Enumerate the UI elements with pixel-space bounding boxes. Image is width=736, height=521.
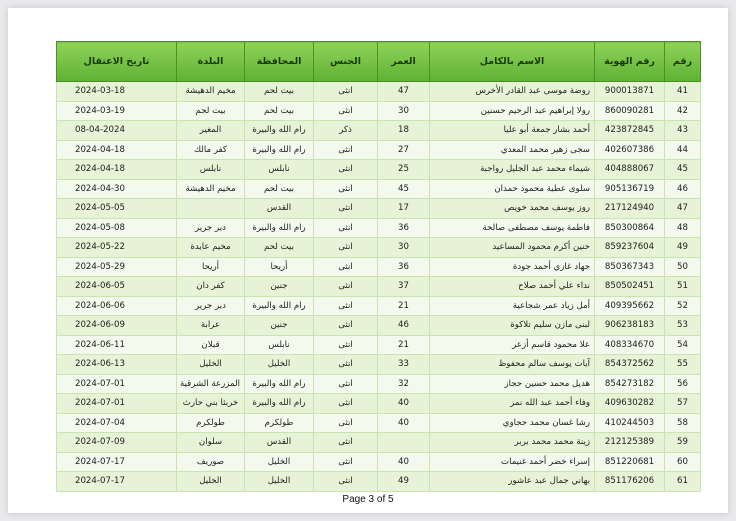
cell-date: 2024-05-05 (57, 199, 177, 219)
cell-num: 48 (665, 218, 701, 238)
cell-governorate: رام الله والبيرة (245, 218, 314, 238)
cell-id: 402607386 (595, 140, 665, 160)
cell-gender: انثى (314, 374, 378, 394)
cell-town: الخليل (177, 472, 245, 492)
cell-age: 21 (378, 335, 430, 355)
cell-gender: انثى (314, 160, 378, 180)
cell-gender: انثى (314, 335, 378, 355)
cell-gender: انثى (314, 355, 378, 375)
cell-name: أحمد بشار جمعة أبو عليا (430, 121, 595, 141)
cell-date: 2024-06-09 (57, 316, 177, 336)
cell-date: 2024-07-01 (57, 394, 177, 414)
cell-governorate: الخليل (245, 355, 314, 375)
cell-gender: انثى (314, 433, 378, 453)
cell-town: دير جرير (177, 218, 245, 238)
table-row (57, 394, 701, 414)
cell-id: 859237604 (595, 238, 665, 258)
cell-id: 850367343 (595, 257, 665, 277)
cell-town: نابلس (177, 160, 245, 180)
cell-date: 2024-05-08 (57, 218, 177, 238)
cell-town: مخيم الدهيشة (177, 82, 245, 102)
cell-name: هديل محمد حسين حجاز (430, 374, 595, 394)
cell-governorate: القدس (245, 199, 314, 219)
cell-date: 2024-04-18 (57, 140, 177, 160)
cell-governorate: بيت لحم (245, 238, 314, 258)
cell-date: 2024-05-29 (57, 257, 177, 277)
cell-date: 2024-06-13 (57, 355, 177, 375)
cell-age: 40 (378, 394, 430, 414)
cell-town: عرابة (177, 316, 245, 336)
cell-num: 59 (665, 433, 701, 453)
cell-name: إسراء خضر أحمد غنيمات (430, 452, 595, 472)
cell-date: 2024-06-11 (57, 335, 177, 355)
cell-id: 851176206 (595, 472, 665, 492)
cell-name: حنين أكرم محمود المساعيد (430, 238, 595, 258)
header-name: الاسم بالكامل (430, 42, 595, 82)
cell-name: آيات يوسف سالم محفوظ (430, 355, 595, 375)
cell-name: رولا إبراهيم عبد الرحيم حسنين (430, 101, 595, 121)
cell-governorate: نابلس (245, 335, 314, 355)
cell-governorate: نابلس (245, 160, 314, 180)
cell-id: 850300864 (595, 218, 665, 238)
cell-governorate: الخليل (245, 452, 314, 472)
cell-num: 53 (665, 316, 701, 336)
cell-date: 2024-04-30 (57, 179, 177, 199)
cell-id: 906238183 (595, 316, 665, 336)
page-number: Page 3 of 5 (342, 494, 394, 505)
cell-age: 49 (378, 472, 430, 492)
cell-name: سلوى عطية محمود حمدان (430, 179, 595, 199)
cell-num: 49 (665, 238, 701, 258)
cell-id: 854273182 (595, 374, 665, 394)
cell-date: 2024-07-17 (57, 472, 177, 492)
cell-governorate: رام الله والبيرة (245, 374, 314, 394)
cell-gender: انثى (314, 316, 378, 336)
cell-town: سلوان (177, 433, 245, 453)
cell-num: 50 (665, 257, 701, 277)
cell-id: 900013871 (595, 82, 665, 102)
cell-governorate: بيت لحم (245, 101, 314, 121)
cell-age: 17 (378, 199, 430, 219)
cell-name: أمل زياد عمر شجاعية (430, 296, 595, 316)
cell-age (378, 433, 430, 453)
cell-date: 2024-03-19 (57, 101, 177, 121)
cell-gender: انثى (314, 472, 378, 492)
header-age: العمر (378, 42, 430, 82)
table-row (57, 452, 701, 472)
header-town: البلدة (177, 42, 245, 82)
cell-date: 2024-07-01 (57, 374, 177, 394)
cell-name: فاطمة يوسف مصطفى صالحة (430, 218, 595, 238)
cell-num: 56 (665, 374, 701, 394)
cell-id: 404888067 (595, 160, 665, 180)
cell-age: 33 (378, 355, 430, 375)
cell-num: 54 (665, 335, 701, 355)
detainees-table (56, 41, 701, 492)
cell-date: 2024-07-17 (57, 452, 177, 472)
cell-name: نداء علي أحمد صلاح (430, 277, 595, 297)
cell-town (177, 199, 245, 219)
cell-age: 30 (378, 238, 430, 258)
cell-id: 409630282 (595, 394, 665, 414)
table-row (57, 218, 701, 238)
cell-name: بهاني جمال عبد عاشور (430, 472, 595, 492)
cell-name: زينة محمد محمد بربر (430, 433, 595, 453)
cell-age: 18 (378, 121, 430, 141)
cell-gender: انثى (314, 413, 378, 433)
cell-gender: انثى (314, 82, 378, 102)
cell-town: خربثا بني حارث (177, 394, 245, 414)
cell-date: 2024-06-06 (57, 296, 177, 316)
cell-id: 217124940 (595, 199, 665, 219)
table-row (57, 316, 701, 336)
cell-town: قبلان (177, 335, 245, 355)
cell-town: دير جرير (177, 296, 245, 316)
table-row (57, 257, 701, 277)
cell-town: صوريف (177, 452, 245, 472)
header-date: تاريخ الاعتقال (57, 42, 177, 82)
cell-town: طولكرم (177, 413, 245, 433)
cell-gender: انثى (314, 101, 378, 121)
cell-age: 46 (378, 316, 430, 336)
cell-town: الخليل (177, 355, 245, 375)
cell-num: 42 (665, 101, 701, 121)
cell-gender: انثى (314, 238, 378, 258)
cell-age: 30 (378, 101, 430, 121)
cell-name: وفاء أحمد عبد الله نمر (430, 394, 595, 414)
cell-num: 43 (665, 121, 701, 141)
cell-age: 40 (378, 413, 430, 433)
cell-name: جهاد غازي أحمد جودة (430, 257, 595, 277)
cell-date: 08-04-2024 (57, 121, 177, 141)
cell-num: 52 (665, 296, 701, 316)
cell-num: 46 (665, 179, 701, 199)
cell-id: 212125389 (595, 433, 665, 453)
cell-gender: انثى (314, 179, 378, 199)
cell-governorate: الخليل (245, 472, 314, 492)
cell-town: المغير (177, 121, 245, 141)
cell-date: 2024-05-22 (57, 238, 177, 258)
cell-gender: انثى (314, 452, 378, 472)
cell-town: مخيم عايدة (177, 238, 245, 258)
cell-name: رشا غسان محمد حجاوي (430, 413, 595, 433)
cell-gender: انثى (314, 218, 378, 238)
cell-num: 55 (665, 355, 701, 375)
cell-governorate: القدس (245, 433, 314, 453)
cell-age: 36 (378, 218, 430, 238)
cell-num: 45 (665, 160, 701, 180)
cell-gender: انثى (314, 394, 378, 414)
table-row (57, 199, 701, 219)
cell-date: 2024-04-18 (57, 160, 177, 180)
cell-date: 2024-06-05 (57, 277, 177, 297)
cell-id: 854372562 (595, 355, 665, 375)
table-row (57, 413, 701, 433)
table-row (57, 82, 701, 102)
cell-governorate: رام الله والبيرة (245, 296, 314, 316)
table-row (57, 374, 701, 394)
header-id: رقم الهوية (595, 42, 665, 82)
cell-town: بيت لحم (177, 101, 245, 121)
cell-gender: انثى (314, 140, 378, 160)
cell-id: 408334670 (595, 335, 665, 355)
table-row (57, 335, 701, 355)
table-row (57, 101, 701, 121)
cell-name: سجى زهير محمد المعدي (430, 140, 595, 160)
cell-governorate: أريحا (245, 257, 314, 277)
cell-id: 860090281 (595, 101, 665, 121)
cell-num: 51 (665, 277, 701, 297)
cell-name: شيماء محمد عبد الجليل رواجبة (430, 160, 595, 180)
cell-id: 410244503 (595, 413, 665, 433)
cell-age: 21 (378, 296, 430, 316)
cell-name: روضة موسى عبد القادر الأخرس (430, 82, 595, 102)
cell-num: 57 (665, 394, 701, 414)
cell-num: 58 (665, 413, 701, 433)
cell-gender: انثى (314, 277, 378, 297)
header-governorate: المحافظة (245, 42, 314, 82)
cell-age: 37 (378, 277, 430, 297)
header-num: رقم (665, 42, 701, 82)
cell-gender: انثى (314, 199, 378, 219)
table-row (57, 238, 701, 258)
cell-governorate: جنين (245, 316, 314, 336)
cell-age: 45 (378, 179, 430, 199)
cell-governorate: بيت لحم (245, 179, 314, 199)
cell-age: 25 (378, 160, 430, 180)
cell-id: 409395662 (595, 296, 665, 316)
table-row (57, 355, 701, 375)
cell-id: 905136719 (595, 179, 665, 199)
table-body (57, 82, 701, 492)
table-header-row (57, 42, 701, 82)
cell-age: 32 (378, 374, 430, 394)
cell-governorate: رام الله والبيرة (245, 121, 314, 141)
cell-gender: انثى (314, 296, 378, 316)
cell-town: كفر مالك (177, 140, 245, 160)
cell-date: 2024-03-18 (57, 82, 177, 102)
cell-num: 61 (665, 472, 701, 492)
table-row (57, 433, 701, 453)
header-gender: الجنس (314, 42, 378, 82)
cell-date: 2024-07-04 (57, 413, 177, 433)
cell-age: 40 (378, 452, 430, 472)
cell-num: 60 (665, 452, 701, 472)
cell-governorate: طولكرم (245, 413, 314, 433)
cell-town: مخيم الدهيشة (177, 179, 245, 199)
table-row (57, 277, 701, 297)
cell-age: 27 (378, 140, 430, 160)
cell-governorate: رام الله والبيرة (245, 140, 314, 160)
cell-date: 2024-07-09 (57, 433, 177, 453)
cell-town: كفر دان (177, 277, 245, 297)
cell-num: 47 (665, 199, 701, 219)
cell-id: 850502451 (595, 277, 665, 297)
cell-gender: انثى (314, 257, 378, 277)
table-row (57, 296, 701, 316)
cell-name: علا محمود قاسم أزعر (430, 335, 595, 355)
cell-governorate: بيت لحم (245, 82, 314, 102)
cell-id: 423872845 (595, 121, 665, 141)
table-row (57, 179, 701, 199)
table-row (57, 472, 701, 492)
cell-id: 851220681 (595, 452, 665, 472)
cell-num: 44 (665, 140, 701, 160)
table-row (57, 160, 701, 180)
cell-governorate: رام الله والبيرة (245, 394, 314, 414)
cell-num: 41 (665, 82, 701, 102)
cell-town: أريحا (177, 257, 245, 277)
cell-town: المزرعة الشرقية (177, 374, 245, 394)
cell-age: 47 (378, 82, 430, 102)
cell-name: لبنى مازن سليم تلاكوة (430, 316, 595, 336)
cell-governorate: جنين (245, 277, 314, 297)
table-row (57, 140, 701, 160)
table-row (57, 121, 701, 141)
cell-gender: ذكر (314, 121, 378, 141)
cell-name: روز يوسف محمد خويص (430, 199, 595, 219)
cell-age: 36 (378, 257, 430, 277)
